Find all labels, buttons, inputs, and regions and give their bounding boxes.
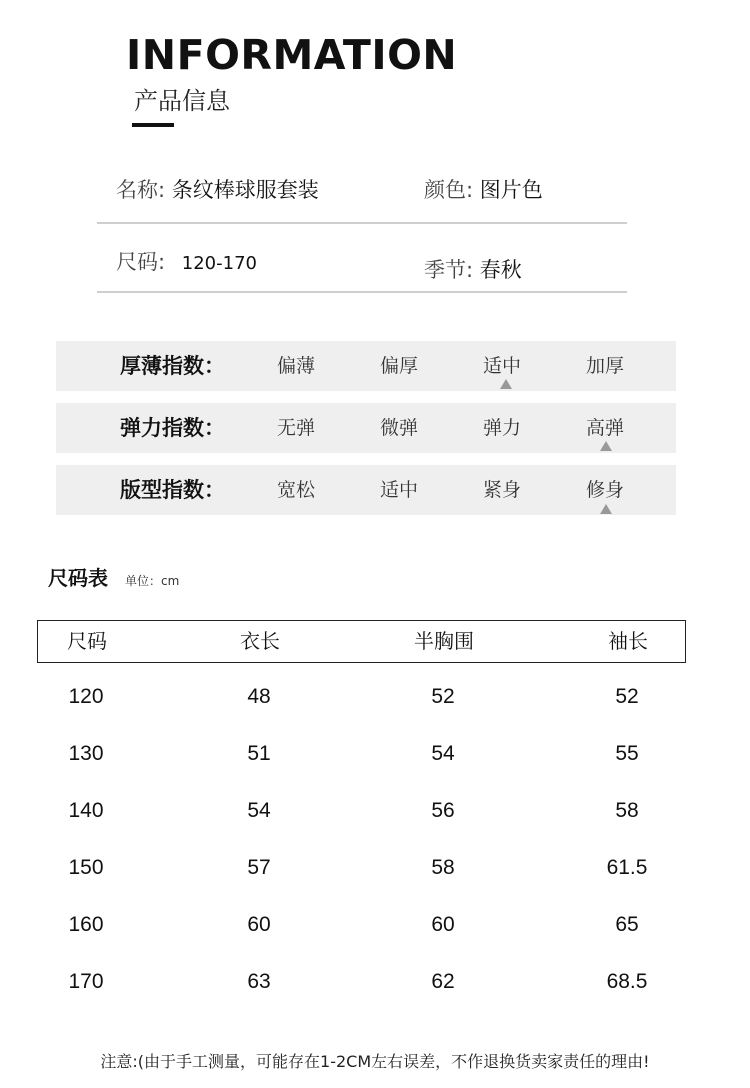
fit-option-selected: 修身 xyxy=(585,479,625,501)
product-size-row xyxy=(116,248,257,278)
table-cell: 150 xyxy=(68,856,104,879)
table-cell: 140 xyxy=(68,799,104,822)
triangle-marker-icon xyxy=(600,441,612,451)
thickness-option: 偏薄 xyxy=(276,355,316,377)
elasticity-option: 无弹 xyxy=(276,417,316,439)
table-cell: 58 xyxy=(615,799,639,822)
page-title: INFORMATION xyxy=(126,31,458,79)
table-cell: 130 xyxy=(68,742,104,765)
table-cell: 62 xyxy=(431,970,455,993)
thickness-option: 加厚 xyxy=(585,355,625,377)
table-cell: 60 xyxy=(247,913,271,936)
page-subtitle: 产品信息 xyxy=(134,87,230,115)
table-cell: 57 xyxy=(247,856,271,879)
product-size-colon: : xyxy=(158,250,166,274)
product-season-value: 春秋 xyxy=(479,258,522,282)
product-size-value: 120-170 xyxy=(181,253,257,274)
table-cell: 58 xyxy=(431,856,455,879)
triangle-marker-icon xyxy=(500,379,512,389)
table-cell: 55 xyxy=(615,742,639,765)
product-season-label: 季节 xyxy=(424,258,466,282)
triangle-marker-icon xyxy=(600,504,612,514)
length-column-header: 衣长 xyxy=(240,629,280,653)
thickness-option-selected: 适中 xyxy=(482,355,522,377)
fit-option: 宽松 xyxy=(276,479,316,501)
fit-option: 紧身 xyxy=(482,479,522,501)
elasticity-index xyxy=(56,403,676,453)
size-table-header xyxy=(37,620,686,663)
product-season-colon: : xyxy=(466,258,474,282)
thickness-option: 偏厚 xyxy=(379,355,419,377)
product-name-colon: : xyxy=(158,178,166,202)
size-column-header: 尺码 xyxy=(67,629,107,653)
product-name-value: 条纹棒球服套装 xyxy=(171,178,319,202)
table-cell: 60 xyxy=(431,913,455,936)
table-cell: 52 xyxy=(431,685,455,708)
table-cell: 120 xyxy=(68,685,104,708)
product-season-row xyxy=(424,256,522,284)
thickness-index-label: 厚薄指数： xyxy=(120,354,225,378)
info-divider xyxy=(97,222,627,224)
product-color-label: 颜色 xyxy=(424,178,466,202)
measurement-note: 注意:(由于手工测量，可能存在1-2CM左右误差，不作退换货卖家责任的理由! xyxy=(100,1052,650,1071)
product-color-value: 图片色 xyxy=(479,178,543,202)
elasticity-option: 弹力 xyxy=(482,417,522,439)
table-cell: 63 xyxy=(247,970,271,993)
table-cell: 65 xyxy=(615,913,639,936)
thickness-index xyxy=(56,341,676,391)
table-cell: 52 xyxy=(615,685,639,708)
table-cell: 160 xyxy=(68,913,104,936)
table-cell: 68.5 xyxy=(606,970,648,993)
table-cell: 56 xyxy=(431,799,455,822)
size-chart-title: 尺码表 xyxy=(48,566,108,590)
chest-column-header: 半胸围 xyxy=(414,629,474,653)
elasticity-index-label: 弹力指数： xyxy=(120,416,225,440)
sleeve-column-header: 袖长 xyxy=(608,629,648,653)
size-chart-unit: 单位：cm xyxy=(125,574,180,588)
table-cell: 54 xyxy=(247,799,271,822)
table-cell: 48 xyxy=(247,685,271,708)
table-cell: 54 xyxy=(431,742,455,765)
product-size-label: 尺码 xyxy=(116,250,158,274)
fit-index xyxy=(56,465,676,515)
table-cell: 51 xyxy=(247,742,271,765)
elasticity-option: 微弹 xyxy=(379,417,419,439)
info-divider xyxy=(97,291,627,293)
table-cell: 170 xyxy=(68,970,104,993)
product-color-row xyxy=(424,176,543,204)
table-cell: 61.5 xyxy=(606,856,648,879)
fit-option: 适中 xyxy=(379,479,419,501)
product-name-label: 名称 xyxy=(116,178,158,202)
title-underline xyxy=(132,123,174,127)
fit-index-label: 版型指数： xyxy=(120,478,225,502)
product-name-row xyxy=(116,176,319,204)
elasticity-option-selected: 高弹 xyxy=(585,417,625,439)
product-color-colon: : xyxy=(466,178,474,202)
